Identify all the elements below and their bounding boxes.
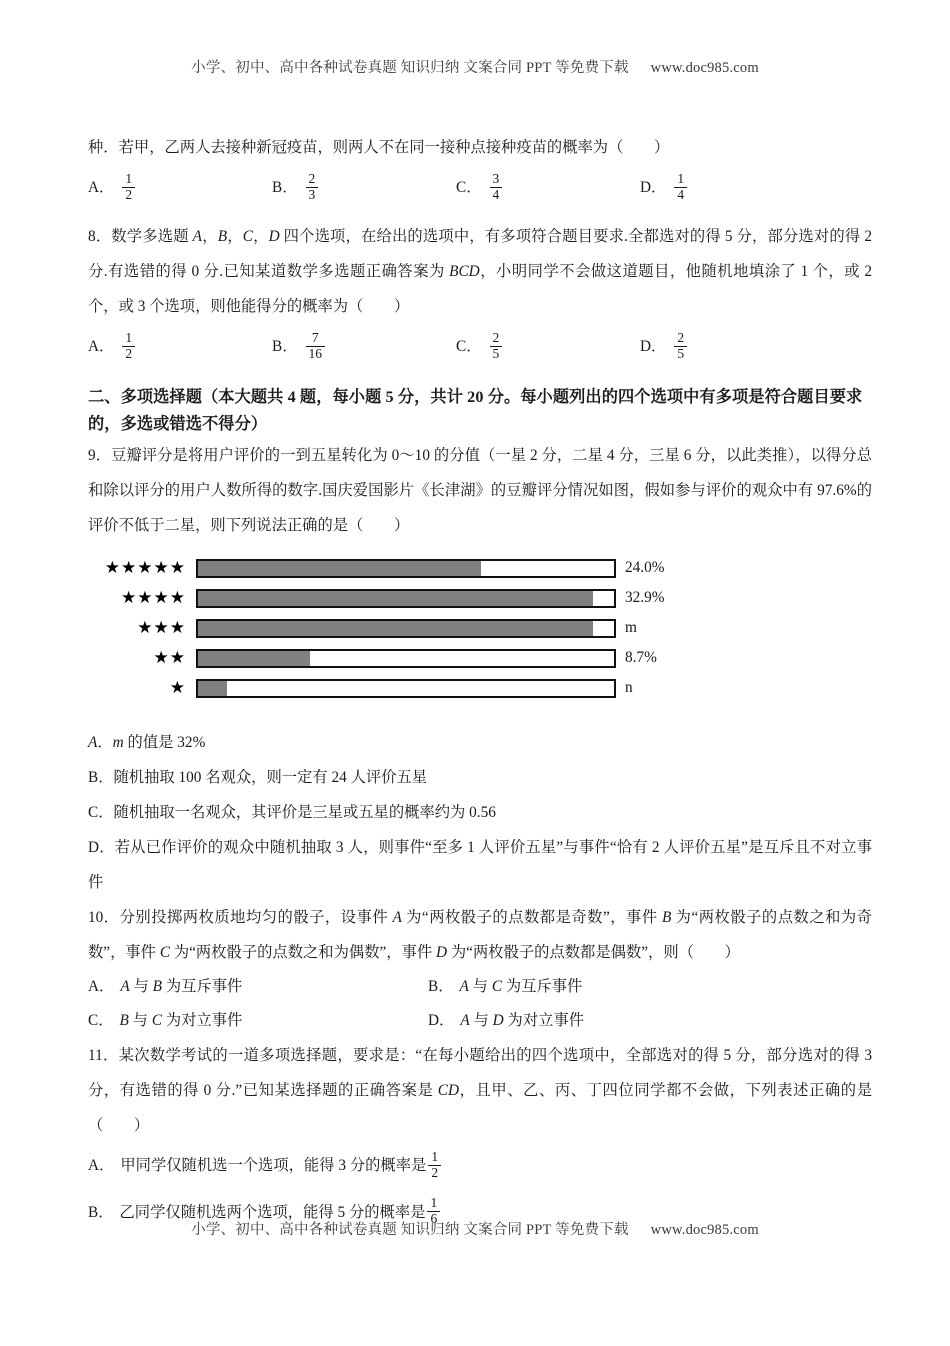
rating-value-2: 8.7% [625, 649, 657, 667]
chart-row [88, 583, 688, 613]
fraction [306, 172, 319, 202]
question-8-options [88, 332, 872, 362]
option-text: A 与 C 为互斥事件 [459, 978, 583, 996]
fraction-numerator: 1 [125, 171, 133, 186]
question-10-option-a[interactable] [88, 970, 428, 1004]
question-8-option-c[interactable] [456, 332, 640, 362]
option-label: C． [88, 1012, 114, 1030]
question-7-options [88, 173, 872, 203]
fraction [674, 172, 687, 202]
rating-bar-4 [196, 589, 616, 608]
star-label-5: ★★★★★ [104, 557, 186, 578]
fraction-denominator: 4 [674, 187, 687, 203]
rating-value-1: n [625, 679, 633, 697]
rating-bar-1 [196, 679, 616, 698]
fraction-numerator: 1 [431, 1149, 439, 1165]
fraction [674, 331, 687, 361]
question-11-text: 11．某次数学考试的一道多项选择题，要求是：“在每小题给出的四个选项中，全部选对的得 5 分，部分选对的得 3 分，有选错的得 0 分.”已知某选择题的正确答案是 CD，且甲、乙、丙、丁四位同学都不会做，下列表述正确的是（ ） [88, 1047, 872, 1135]
fraction [490, 331, 503, 361]
question-10-option-b[interactable] [428, 970, 768, 1004]
rating-bar-fill [198, 681, 227, 696]
question-7-option-d[interactable] [640, 173, 824, 203]
chart-row [88, 673, 688, 703]
star-label-2: ★★ [153, 647, 186, 668]
fraction-numerator: 2 [677, 330, 685, 346]
fraction-numerator: 1 [430, 1195, 438, 1211]
question-8-option-d[interactable] [640, 332, 824, 362]
question-7-option-c[interactable] [456, 173, 640, 203]
douban-rating-chart [88, 553, 688, 703]
option-label: D． [428, 1012, 455, 1030]
question-8-text: 8．数学多选题 A，B，C，D 四个选项，在给出的选项中，有多项符合题目要求.全都选对的得 5 分，部分选对的得 2 分.有选错的得 0 分.已知某道数学多选题正确答案为 BCD，小明同学不会做这道题目，他随机地填涂了 1 个，或 2 个，或 3 个选项，则他能得分的概率为（ ） [88, 228, 872, 316]
fraction-numerator: 7 [311, 330, 319, 346]
option-text: A 与 D 为对立事件 [460, 1012, 585, 1030]
question-10-options-row-2 [88, 1004, 872, 1038]
option-text: B 与 C 为对立事件 [119, 1012, 243, 1030]
page-header-text: 小学、初中、高中各种试卷真题 知识归纳 文案合同 PPT 等免费下载 [191, 60, 629, 76]
fraction-denominator: 3 [306, 187, 319, 203]
option-text: 甲同学仅随机选一个选项，能得 3 分的概率是 [120, 1157, 427, 1175]
option-label: B． [272, 338, 298, 356]
fraction [122, 331, 135, 361]
page-footer-text: 小学、初中、高中各种试卷真题 知识归纳 文案合同 PPT 等免费下载 [191, 1222, 629, 1238]
fraction-denominator: 16 [306, 346, 326, 362]
fraction-numerator: 2 [492, 330, 500, 346]
fraction-numerator: 3 [492, 171, 500, 186]
fraction-denominator: 6 [427, 1211, 440, 1227]
rating-value-3: m [625, 619, 637, 637]
option-label: A． [88, 179, 115, 197]
fraction-denominator: 5 [674, 346, 687, 362]
option-text: 乙同学仅随机选两个选项，能得 5 分的概率是 [119, 1203, 426, 1221]
fraction [490, 172, 503, 202]
fraction-denominator: 2 [122, 187, 135, 203]
option-label: A． [88, 1157, 115, 1175]
page-footer [0, 1218, 950, 1239]
star-label-3: ★★★ [137, 617, 186, 638]
option-text: A 与 B 为互斥事件 [120, 978, 243, 996]
rating-bar-fill [198, 591, 593, 606]
option-label: D． [640, 179, 667, 197]
chart-row [88, 613, 688, 643]
fraction-numerator: 1 [677, 171, 685, 186]
rating-bar-fill [198, 561, 481, 576]
question-9-option-c[interactable]: C．随机抽取一名观众，其评价是三星或五星的概率约为 0.56 [88, 804, 496, 822]
question-9-option-a[interactable]: A．m 的值是 32% [88, 734, 206, 752]
question-10-text: 10．分别投掷两枚质地均匀的骰子，设事件 A 为“两枚骰子的点数都是奇数”，事件 B 为“两枚骰子的点数之和为奇数”，事件 C 为“两枚骰子的点数之和为偶数”，事件 D 为“两枚骰子的点数都是偶数”，则（ ） [88, 909, 873, 962]
star-label-1: ★ [169, 677, 186, 698]
star-label-4: ★★★★ [121, 587, 186, 608]
option-label: A． [88, 978, 115, 996]
section-2-heading: 二、多项选择题（本大题共 4 题，每小题 5 分，共计 20 分。每小题列出的四个选项中有多项是符合题目要求的，多选或错选不得分） [88, 388, 863, 434]
chart-row [88, 553, 688, 583]
option-label: A． [88, 338, 115, 356]
fraction-denominator: 2 [428, 1165, 441, 1181]
page-footer-url: www.doc985.com [650, 1222, 759, 1238]
fraction-denominator: 5 [490, 346, 503, 362]
question-11-option-a[interactable] [88, 1151, 872, 1181]
option-label: D． [640, 338, 667, 356]
rating-value-4: 32.9% [625, 589, 665, 607]
rating-bar-5 [196, 559, 616, 578]
option-label: C． [456, 179, 482, 197]
option-label: B． [88, 1203, 114, 1221]
question-10-option-c[interactable] [88, 1004, 428, 1038]
question-7-option-a[interactable] [88, 173, 272, 203]
rating-bar-2 [196, 649, 616, 668]
rating-bar-3 [196, 619, 616, 638]
question-9-text: 9．豆瓣评分是将用户评价的一到五星转化为 0～10 的分值（一星 2 分，二星 4 分，三星 6 分，以此类推），以得分总和除以评分的用户人数所得的数字.国庆爱国影片《长津湖》的豆瓣评分情况如图，假如参与评价的观众中有 97.6%的评价不低于二星，则下列说法正确的是（ ） [88, 447, 872, 535]
rating-bar-fill [198, 621, 593, 636]
fraction [428, 1150, 441, 1180]
fraction-denominator: 4 [490, 187, 503, 203]
question-8-option-a[interactable] [88, 332, 272, 362]
document-content [88, 0, 872, 1228]
option-label: B． [272, 179, 298, 197]
page-header-url: www.doc985.com [650, 60, 759, 76]
rating-bar-fill [198, 651, 310, 666]
question-10-option-d[interactable] [428, 1004, 768, 1038]
fraction [122, 172, 135, 202]
rating-value-5: 24.0% [625, 559, 665, 577]
chart-row [88, 643, 688, 673]
question-9-option-d[interactable]: D．若从已作评价的观众中随机抽取 3 人，则事件“至多 1 人评价五星”与事件“恰有 2 人评价五星”是互斥且不对立事件 [88, 839, 872, 892]
question-8-option-b[interactable] [272, 332, 456, 362]
question-7-option-b[interactable] [272, 173, 456, 203]
option-label: C． [456, 338, 482, 356]
fraction-denominator: 2 [122, 346, 135, 362]
question-10-options-row-1 [88, 970, 872, 1004]
fraction-numerator: 2 [308, 171, 316, 186]
question-7-continuation-text: 种．若甲，乙两人去接种新冠疫苗，则两人不在同一接种点接种疫苗的概率为（ ） [88, 139, 670, 156]
fraction [306, 331, 326, 361]
fraction-numerator: 1 [125, 330, 133, 346]
option-label: B． [428, 978, 454, 996]
question-9-option-b[interactable]: B．随机抽取 100 名观众，则一定有 24 人评价五星 [88, 769, 428, 787]
